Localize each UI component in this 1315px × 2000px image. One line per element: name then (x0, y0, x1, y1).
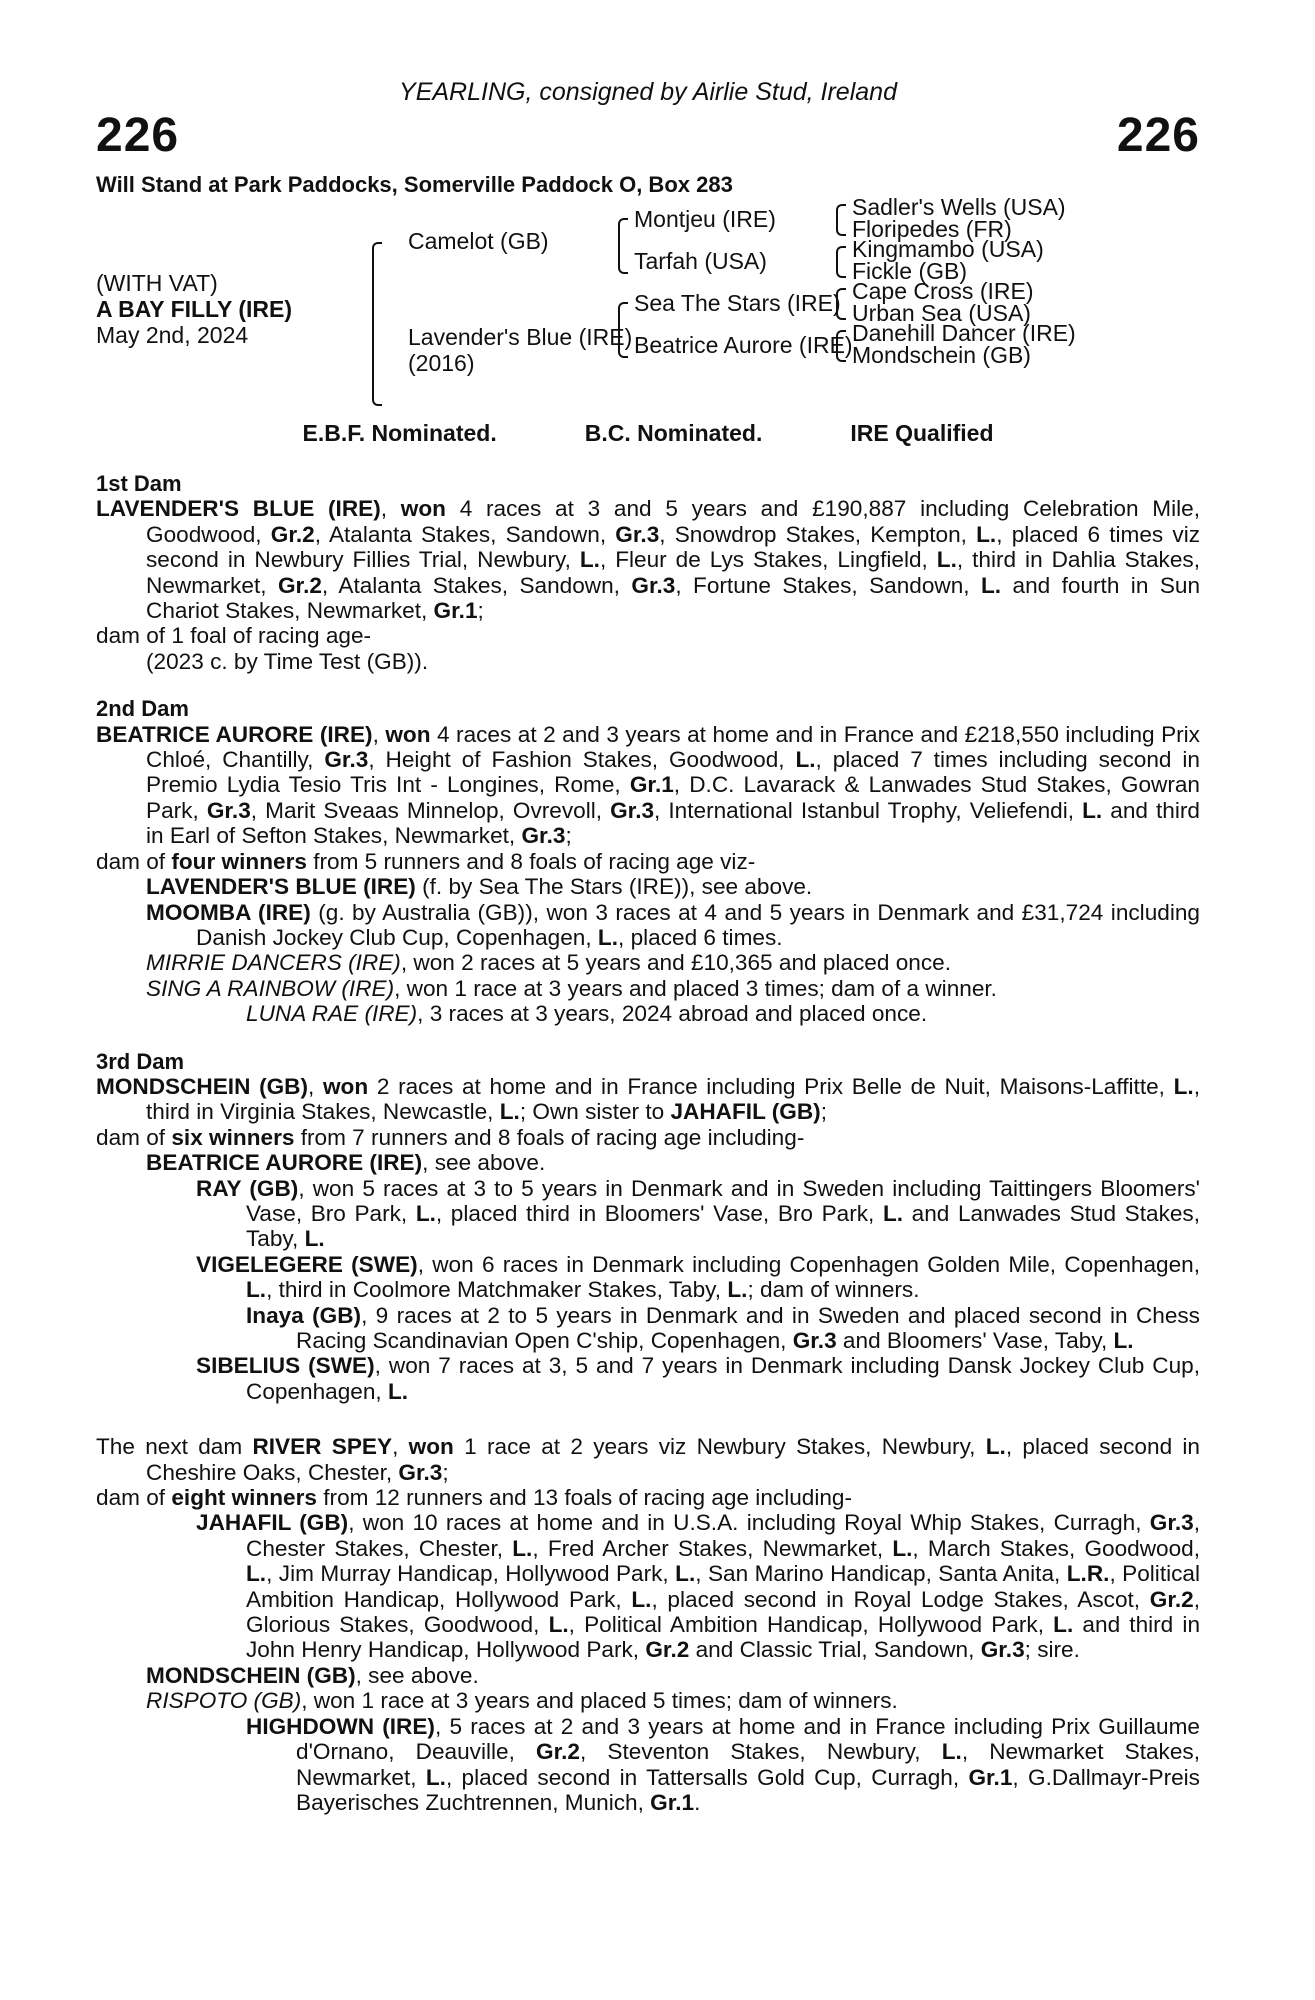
lot-horse-name: A BAY FILLY (IRE) (96, 296, 292, 322)
brace-sire (618, 218, 628, 274)
brace-dam (618, 302, 628, 358)
next-dam-section (96, 1434, 1200, 1815)
gp-sss: Sadler's Wells (USA) (852, 194, 1066, 220)
second-dam-produce: dam of four winners from 5 runners and 8 foals of racing age viz- (96, 848, 756, 874)
brace-main (372, 242, 382, 406)
offspring-entry: VIGELEGERE (SWE), won 6 races in Denmark including Copenhagen Golden Mile, Copenhagen, L., third in Coolmore Matchmaker Stakes, Taby, L.; dam of winners. (196, 1251, 1201, 1303)
offspring-entry: BEATRICE AURORE (IRE), see above. (146, 1150, 546, 1176)
offspring-entry: SIBELIUS (SWE), won 7 races at 3, 5 and 7 years in Denmark including Dansk Jockey Club Cup, Copenhagen, L. (196, 1353, 1200, 1404)
lot-number-left: 226 (96, 109, 180, 162)
gp-dss: Cape Cross (IRE) (852, 278, 1034, 304)
section-heading: 1st Dam (96, 471, 182, 496)
grand-offspring-entry: Inaya (GB), 9 races at 2 to 5 years in Denmark and in Sweden and placed second in Chess Racing Scandinavian Open C'ship, Copenhagen, Gr.3 and Bloomers' Vase, Taby, L. (246, 1302, 1200, 1353)
brace-sd (836, 246, 846, 278)
offspring-entry: MONDSCHEIN (GB), see above. (146, 1662, 479, 1688)
foaling-date: May 2nd, 2024 (96, 322, 249, 348)
section-heading: 3rd Dam (96, 1048, 185, 1074)
section-heading: 2nd Dam (96, 696, 189, 722)
dam-sire: Sea The Stars (IRE) (634, 290, 841, 316)
nominations (96, 420, 1200, 447)
third-dam-produce: dam of six winners from 7 runners and 8 foals of racing age including- (96, 1124, 805, 1150)
offspring-entry: LAVENDER'S BLUE (IRE) (f. by Sea The Stars (IRE)), see above. (146, 874, 813, 900)
gp-ssd: Floripedes (FR) (852, 216, 1012, 242)
ire-qualified: IRE Qualified (850, 420, 994, 446)
third-dam-section (96, 1049, 1200, 1405)
sire-sire: Montjeu (IRE) (634, 206, 776, 232)
grand-offspring-entry: HIGHDOWN (IRE), 5 races at 2 and 3 years at home and in France including Prix Guillaume d'Ornano, Deauville, Gr.2, Steventon Stakes, Newbury, L., Newmarket Stakes, Newmarket, L., placed second in Tattersalls Gold Cup, Curragh, Gr.1, G.Dallmayr-Preis Bayerisches Zuchtrennen, Munich, Gr.1. (246, 1713, 1200, 1815)
offspring-entry: MIRRIE DANCERS (IRE), won 2 races at 5 years and £10,365 and placed once. (146, 950, 951, 976)
bc-nomination: B.C. Nominated. (584, 420, 763, 446)
catalogue-page (96, 78, 1200, 1815)
gp-sds: Kingmambo (USA) (852, 236, 1044, 262)
stable-location: Will Stand at Park Paddocks, Somerville Paddock O, Box 283 (96, 172, 733, 197)
horse-name: RIVER SPEY (252, 1434, 393, 1460)
gp-dsd: Urban Sea (USA) (852, 300, 1031, 326)
won-label: won (400, 496, 446, 522)
offspring-entry: LUNA RAE (IRE), 3 races at 3 years, 2024 abroad and placed once. (246, 1001, 928, 1027)
ebf-nomination: E.B.F. Nominated. (302, 420, 497, 446)
horse-name: LAVENDER'S BLUE (IRE) (96, 496, 381, 522)
lot-header (96, 78, 1200, 162)
consignment-line: YEARLING, consigned by Airlie Stud, Ireland (399, 78, 897, 106)
third-dam-record: MONDSCHEIN (GB), won 2 races at home and in France including Prix Belle de Nuit, Maisons-Laffitte, L., third in Virginia Stakes, Newcastle, L.; Own sister to JAHAFIL (GB); (96, 1073, 1200, 1125)
dam-year: (2016) (408, 350, 475, 376)
brace-ss (836, 204, 846, 236)
next-dam-record: The next dam RIVER SPEY, won 1 race at 2 years viz Newbury Stakes, Newbury, L., placed second in Cheshire Oaks, Chester, Gr.3; (96, 1434, 1201, 1485)
horse-name: MONDSCHEIN (GB) (96, 1073, 309, 1099)
foal-entry: (2023 c. by Time Test (GB)). (146, 648, 429, 674)
offspring-entry: RISPOTO (GB), won 1 race at 3 years and placed 5 times; dam of winners. (146, 1688, 898, 1714)
first-dam-section (96, 471, 1200, 674)
sire-dam: Tarfah (USA) (634, 248, 767, 274)
brace-ds (836, 288, 846, 320)
dam-dam: Beatrice Aurore (IRE) (634, 332, 853, 358)
vat-note: (WITH VAT) (96, 270, 218, 296)
lot-number-right: 226 (1116, 109, 1200, 162)
first-dam-record: LAVENDER'S BLUE (IRE), won 4 races at 3 and 5 years and £190,887 including Celebration Mile, Goodwood, Gr.2, Atalanta Stakes, Sandown, Gr.3, Snowdrop Stakes, Kempton, L., placed 6 times viz second in Newbury Fillies Trial, Newbury, L., Fleur de Lys Stakes, Lingfield, L., third in Dahlia Stakes, Newmarket, Gr.2, Atalanta Stakes, Sandown, Gr.3, Fortune Stakes, Sandown, L. and fourth in Sun Chariot Stakes, Newmarket, Gr.1; (96, 496, 1201, 624)
offspring-entry: RAY (GB), won 5 races at 3 to 5 years in Denmark and in Sweden including Taittingers Bloomers' Vase, Bro Park, L., placed third in Bloomers' Vase, Bro Park, L. and Lanwades Stud Stakes, Taby, L. (196, 1175, 1201, 1252)
horse-name: BEATRICE AURORE (IRE) (96, 721, 373, 747)
first-dam-produce: dam of 1 foal of racing age- (96, 623, 372, 649)
second-dam-section (96, 696, 1200, 1026)
dam: Lavender's Blue (IRE) (408, 324, 633, 350)
offspring-entry: JAHAFIL (GB), won 10 races at home and in U.S.A. including Royal Whip Stakes, Curragh, Gr.3, Chester Stakes, Chester, L., Fred Archer Stakes, Newmarket, L., March Stakes, Goodwood, L., Jim Murray Handicap, Hollywood Park, L., San Marino Handicap, Santa Anita, L.R., Political Ambition Handicap, Hollywood Park, L., placed second in Royal Lodge Stakes, Ascot, Gr.2, Glorious Stakes, Goodwood, L., Political Ambition Handicap, Hollywood Park, L. and third in John Henry Handicap, Hollywood Park, Gr.2 and Classic Trial, Sandown, Gr.3; sire. (196, 1510, 1201, 1663)
sire: Camelot (GB) (408, 228, 549, 254)
offspring-entry: MOOMBA (IRE) (g. by Australia (GB)), won 3 races at 4 and 5 years in Denmark and £31,724 including Danish Jockey Club Cup, Copenhagen, L., placed 6 times. (146, 899, 1200, 950)
pedigree-table (96, 194, 1200, 414)
offspring-entry: SING A RAINBOW (IRE), won 1 race at 3 years and placed 3 times; dam of a winner. (146, 975, 997, 1001)
brace-dd (836, 330, 846, 362)
gp-ddd: Mondschein (GB) (852, 342, 1031, 368)
gp-dds: Danehill Dancer (IRE) (852, 320, 1076, 346)
gp-sdd: Fickle (GB) (852, 258, 967, 284)
second-dam-record: BEATRICE AURORE (IRE), won 4 races at 2 and 3 years at home and in France and £218,550 including Prix Chloé, Chantilly, Gr.3, Height of Fashion Stakes, Goodwood, L., placed 7 times including second in Premio Lydia Tesio Tris Int - Longines, Rome, Gr.1, D.C. Lavarack & Lanwades Stud Stakes, Gowran Park, Gr.3, Marit Sveaas Minnelop, Ovrevoll, Gr.3, International Istanbul Trophy, Veliefendi, L. and third in Earl of Sefton Stakes, Newmarket, Gr.3; (96, 721, 1200, 849)
next-dam-produce: dam of eight winners from 12 runners and 13 foals of racing age including- (96, 1485, 853, 1511)
